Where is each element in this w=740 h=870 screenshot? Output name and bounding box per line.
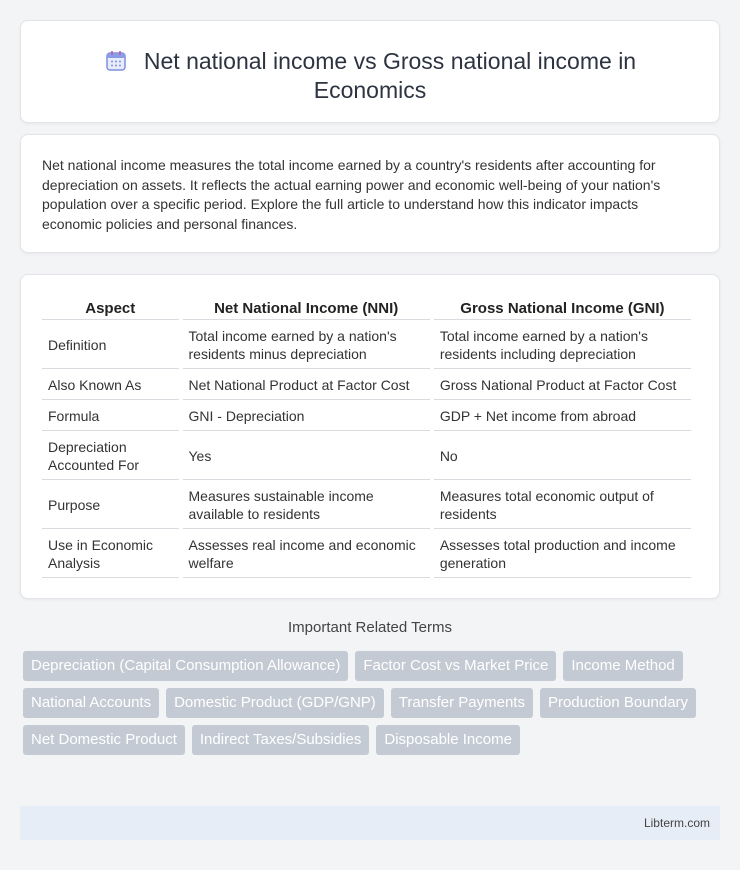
related-terms-list [23, 651, 713, 762]
header-aspect: Aspect [42, 295, 179, 320]
related-term-tag[interactable]: Domestic Product (GDP/GNP) [166, 688, 384, 718]
related-term-tag[interactable]: Production Boundary [540, 688, 696, 718]
gni-cell: Total income earned by a nation's residents including depreciation [434, 320, 691, 369]
related-term-tag[interactable]: Net Domestic Product [23, 725, 185, 755]
table-row [42, 400, 691, 431]
table-row [42, 480, 691, 529]
table-row [42, 369, 691, 400]
gni-cell: Assesses total production and income generation [434, 529, 691, 578]
related-term-tag[interactable]: Disposable Income [376, 725, 520, 755]
footer-site-link[interactable]: Libterm.com [643, 816, 710, 830]
nni-cell: Net National Product at Factor Cost [183, 369, 430, 400]
nni-cell: Yes [183, 431, 430, 480]
related-term-tag[interactable]: Factor Cost vs Market Price [355, 651, 556, 681]
gni-cell: Gross National Product at Factor Cost [434, 369, 691, 400]
gni-cell: Measures total economic output of residents [434, 480, 691, 529]
header-gni: Gross National Income (GNI) [434, 295, 691, 320]
nni-cell: GNI - Depreciation [183, 400, 430, 431]
page-title: Net national income vs Gross national income in Economics [143, 48, 637, 103]
footer [20, 806, 720, 840]
nni-cell: Total income earned by a nation's residents minus depreciation [183, 320, 430, 369]
aspect-cell: Definition [42, 320, 179, 369]
header-nni: Net National Income (NNI) [183, 295, 430, 320]
related-term-tag[interactable]: Transfer Payments [391, 688, 533, 718]
aspect-cell: Also Known As [42, 369, 179, 400]
aspect-cell: Use in Economic Analysis [42, 529, 179, 578]
comparison-table [38, 295, 695, 578]
title-card [20, 20, 720, 123]
page-title-wrap [61, 47, 679, 105]
calendar-icon [104, 49, 128, 73]
related-term-tag[interactable]: Depreciation (Capital Consumption Allowance) [23, 651, 348, 681]
table-row [42, 529, 691, 578]
related-terms-title: Important Related Terms [288, 619, 452, 636]
related-term-tag[interactable]: Indirect Taxes/Subsidies [192, 725, 369, 755]
related-term-tag[interactable]: National Accounts [23, 688, 159, 718]
table-row [42, 320, 691, 369]
description-text: Net national income measures the total income earned by a country's residents after accounting for depreciation on assets. It reflects the actual earning power and economic well-being of your nation's population over a specific period. Explore the full article to understand how this indicator impacts economic policies and personal finances. [42, 157, 661, 232]
description-card [20, 134, 720, 253]
gni-cell: GDP + Net income from abroad [434, 400, 691, 431]
aspect-cell: Depreciation Accounted For [42, 431, 179, 480]
nni-cell: Assesses real income and economic welfare [183, 529, 430, 578]
gni-cell: No [434, 431, 691, 480]
comparison-card [20, 274, 720, 599]
table-row [42, 431, 691, 480]
related-term-tag[interactable]: Income Method [563, 651, 682, 681]
aspect-cell: Purpose [42, 480, 179, 529]
aspect-cell: Formula [42, 400, 179, 431]
table-header-row [42, 295, 691, 320]
nni-cell: Measures sustainable income available to residents [183, 480, 430, 529]
